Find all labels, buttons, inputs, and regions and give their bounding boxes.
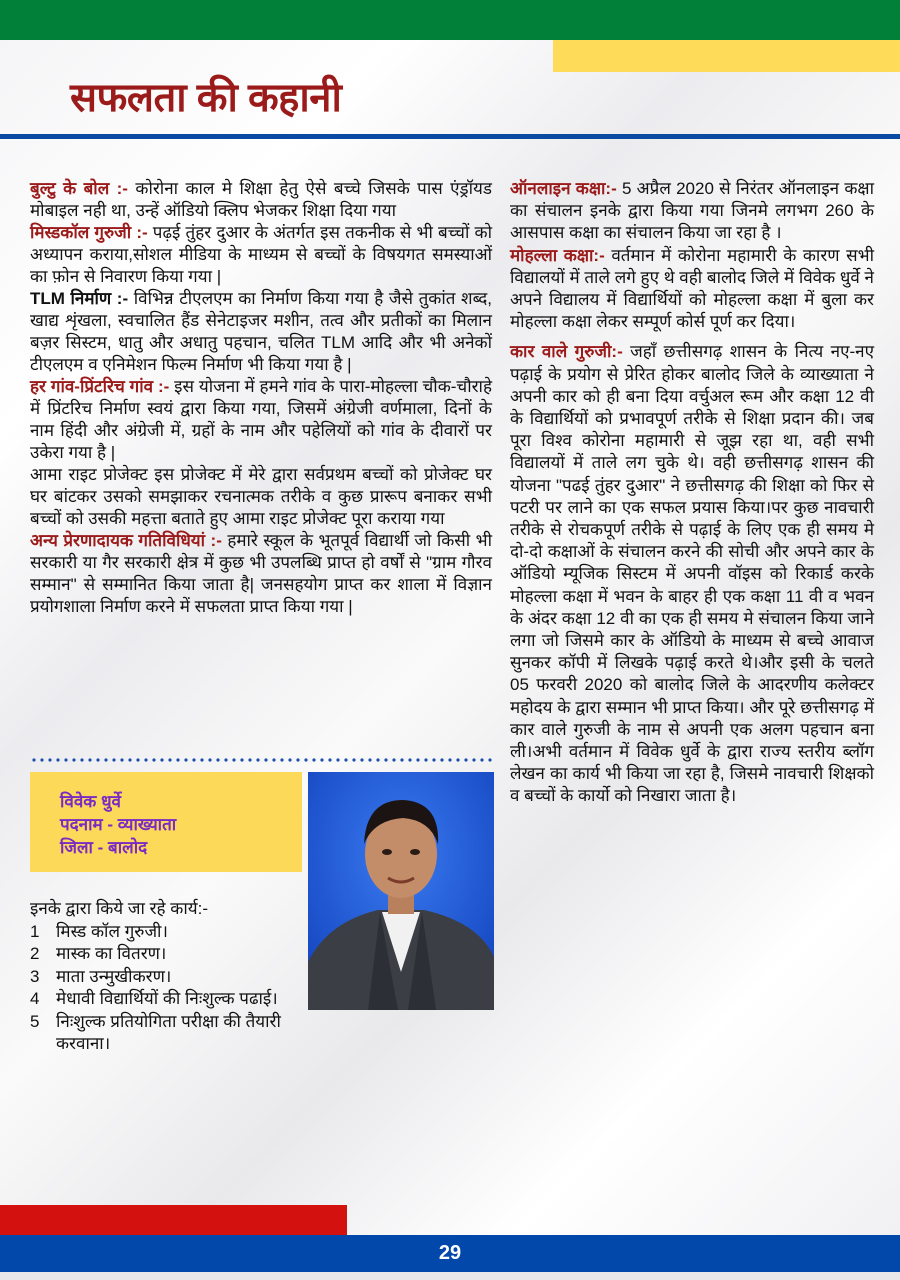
paragraph-missed-call-guruji [30, 222, 492, 288]
profile-district: जिला - बालोद [60, 838, 148, 857]
paragraph-heading: ऑनलाइन कक्षा:- [510, 179, 617, 198]
profile-name: विवेक धुर्वे [60, 792, 121, 811]
list-number: 4 [30, 989, 40, 1008]
person-portrait-icon [308, 772, 494, 1010]
dotted-divider [30, 758, 492, 762]
paragraph-tlm [30, 288, 492, 376]
top-green-bar [0, 0, 900, 40]
paragraph-text: वर्तमान में कोरोना महामारी के कारण सभी विद्यालयों में ताले लगे हुए थे वही बालोद जिले में विवेक धुर्वे ने अपने विद्यालय में विद्यार्थियों को मोहल्ला कक्षा में बुला कर मोहल्ला कक्षा लेकर सम्पूर्ण कोर्स पूर्ण कर दिया। [510, 245, 875, 332]
top-yellow-bar [553, 40, 900, 72]
list-item [30, 943, 305, 966]
paragraph-mohalla-class [510, 245, 874, 334]
paragraph-text: कोरोना काल मे शिक्षा हेतु ऐसे बच्चे जिसके पास एंड्रॉयड मोबाइल नही था, उन्हें ऑडियो क्लिप भेजकर शिक्षा दिया गया [30, 179, 492, 220]
list-text: मेधावी विद्यार्थियों की निःशुल्क पढाई। [56, 989, 278, 1008]
paragraph-heading: अन्य प्रेरणादायक गतिविधियां :- [30, 531, 222, 550]
profile-box [30, 772, 302, 872]
footer-bar [0, 1235, 900, 1272]
paragraph-text: इस योजना में हमने गांव के पारा-मोहल्ला चौक-चौराहे में प्रिंटरिच निर्माण स्वयं द्वारा किया गया, जिसमें अंग्रेजी वर्णमाला, दिनों के नाम हिंदी और अंग्रेजी में, ग्रहों के नाम और पहेलियों को गांव के दीवारों पर उकेरा गया है | [30, 377, 492, 462]
paragraph-text: विभिन्न टीएलएम का निर्माण किया गया है जैसे तुकांत शब्द, खाद्य शृंखला, स्वचालित हैंड सेनेटाइजर मशीन, तत्व और प्रतीकों का मिलान बज़र सिस्टम, धातु और अधातु पहचान, चलित TLM आदि और भी अनेकों टीएलएम व एनिमेशन फिल्म निर्माण भी किया गया है | [30, 289, 492, 374]
page-title: सफलता की कहानी [70, 76, 342, 120]
bottom-red-bar [0, 1205, 347, 1235]
works-title: इनके द्वारा किये जा रहे कार्य:- [30, 899, 209, 918]
right-column [510, 178, 874, 808]
page-number: 29 [438, 1242, 462, 1264]
paragraph-heading: मिस्डकॉल गुरुजी :- [30, 223, 148, 242]
paragraph-heading: मोहल्ला कक्षा:- [510, 245, 605, 265]
list-text: मिस्ड कॉल गुरुजी। [56, 921, 168, 941]
paragraph-online-class [510, 178, 874, 245]
paragraph-heading: हर गांव-प्रिंटरिच गांव :- [30, 377, 170, 396]
list-text: निःशुल्क प्रतियोगिता परीक्षा की तैयारी करवाना। [56, 1011, 281, 1053]
paragraph-heading: बुल्टु के बोल :- [30, 179, 128, 198]
list-item [30, 1011, 305, 1056]
list-number: 5 [30, 1011, 40, 1031]
paragraph-text: आमा राइट प्रोजेक्ट इस प्रोजेक्ट में मेरे द्वारा सर्वप्रथम बच्चों को प्रोजेक्ट घर घर बांटकर उसको समझाकर रचनात्मक तरीके व कुछ प्रारूप बनाकर सभी बच्चों को उसकी महत्ता बताते हुए आमा राइट प्रोजेक्ट पूरा कराया गया [30, 465, 492, 528]
paragraph-aama-right [30, 464, 492, 530]
paragraph-car-wale-guruji [510, 341, 874, 807]
paragraph-text: 5 अप्रैल 2020 से निरंतर ऑनलाइन कक्षा का संचालन इनके द्वारा किया गया जिनमे लगभग 260 के आसपास कक्षा का संचालन किया जा रहा है । [510, 179, 874, 243]
paragraph-bultu-ke-bol [30, 178, 492, 222]
title-divider [0, 134, 900, 139]
works-list-section [30, 898, 305, 1056]
paragraph-text: पढ़ई तुंहर दुआर के अंतर्गत इस तकनीक से भी बच्चों को अध्यापन कराया,सोशल मीडिया के माध्यम से बच्चों के विषयगत समस्याओं का फ़ोन से निवारण किया गया | [30, 223, 492, 286]
paragraph-heading: TLM निर्माण :- [30, 289, 129, 308]
left-column [30, 178, 492, 618]
list-number: 3 [30, 966, 40, 986]
list-number: 2 [30, 944, 40, 963]
works-list [30, 921, 305, 1056]
paragraph-text: जहाँ छत्तीसगढ़ शासन के नित्य नए-नए पढ़ाई के प्रयोग से प्रेरित होकर बालोद जिले के व्याख्याता ने अपनी कार को ही बना दिया वर्चुअल रूम और कक्षा 12 वी के विद्यार्थियों को प्रभावपूर्ण तरीके से शिक्षा प्रदान की। जब पूरा विश्व कोरोना महामारी से जूझ रहा था, वही सभी विद्यालयों में ताले लग चुके थे। वही छत्तीसगढ़ शासन की योजना "पढई तुंहर दुआर" ने छत्तीसगढ़ की शिक्षा को फिर से पटरी पर लाने का एक सफल प्रयास किया।पर कुछ नावचारी तरीके से रोचकपूर्ण तरीके से पढ़ाई के लिए एक ही समय मे दो-दो कक्षाओं के संचालन करने की सोची और अपने कार के ऑडियो म्यूजिक सिस्टम में अपनी वॉइस को रिकार्ड करके मोहल्ला कक्षा में भवन के बाहर ही एक कक्षा 11 वी व भवन के अंदर कक्षा 12 वी का एक ही समय मे संचालन किया जाने लगा जो जिसमे कार के ऑडियो के माध्यम से बच्चे आवाज सुनकर कॉपी में लिखके पढ़ाई करते थे।और इसी के चलते 05 फरवरी 2020 को बालोद जिले के आदरणीय कलेक्टर महोदय के द्वारा सम्मान भी प्राप्त किया। और पूरे छत्तीसगढ़ में कार वाले गुरुजी के नाम से अपनी एक अलग पहचान बना ली।अभी वर्तमान में विवेक धुर्वे के द्वारा राज्य स्तरीय ब्लॉग लेखन का कार्य भी किया जा रहा है, जिसमे नावचारी शिक्षको व बच्चों के कार्यो को निखारा जाता है। [510, 342, 874, 806]
footer-edge [0, 1272, 900, 1280]
paragraph-text: हमारे स्कूल के भूतपूर्व विद्यार्थी जो किसी भी सरकारी या गैर सरकारी क्षेत्र में कुछ भी उपलब्धि प्राप्त हो वर्षों से "ग्राम गौरव सम्मान" से सम्मानित किया जाता है| जनसहयोग प्राप्त कर शाला में विज्ञान प्रयोगशाला निर्माण करने में सफलता प्राप्त किया गया | [30, 531, 492, 616]
list-text: मास्क का वितरण। [56, 944, 167, 963]
paragraph-other-activities [30, 530, 492, 618]
profile-designation: पदनाम - व्याख्याता [60, 815, 177, 834]
profile-photo [308, 772, 494, 1010]
list-text: माता उन्मुखीकरण। [56, 966, 172, 986]
list-item [30, 966, 305, 989]
paragraph-printrich [30, 376, 492, 464]
list-item [30, 988, 305, 1011]
paragraph-heading: कार वाले गुरुजी:- [510, 342, 623, 362]
list-item [30, 921, 305, 944]
list-number: 1 [30, 921, 40, 941]
